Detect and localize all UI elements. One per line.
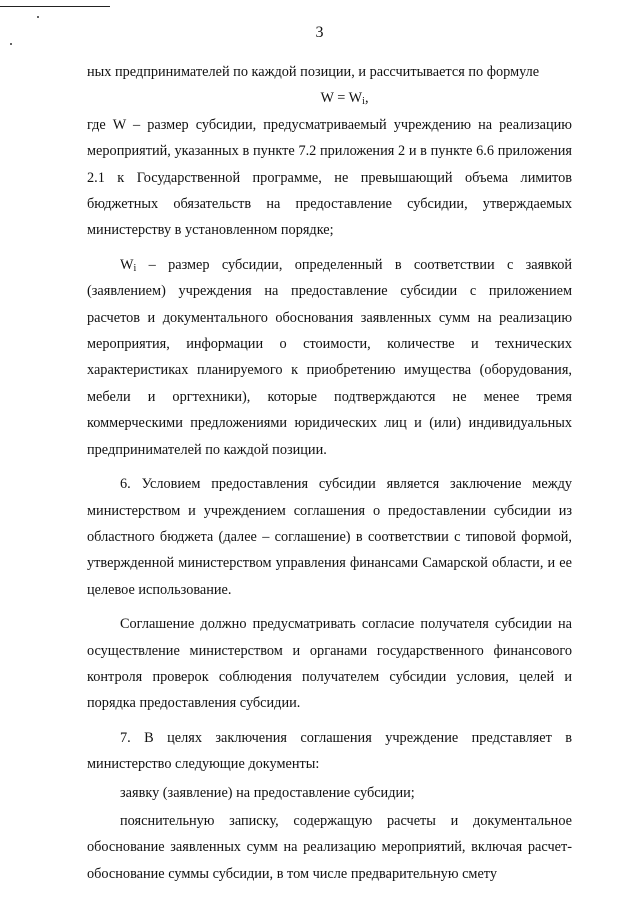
paragraph-application: заявку (заявление) на предоставление субсидии; <box>120 784 415 801</box>
page-number: 3 <box>315 24 324 41</box>
wi-variable: W <box>120 256 134 273</box>
paragraph-clause-6: 6. Условием предоставления субсидии является заключение между министерством и учреждением соглашения о предоставлении субсидии из областного бюджета (далее – соглашение) в соответствии с типовой формой, утвержденной министерством управления финансами Самарской области, и ее целевое использование. <box>87 476 572 598</box>
paragraph-explanatory-note: пояснительную записку, содержащую расчеты и документальное обоснование заявленных сумм на реализацию мероприятий, включая расчет-обоснование суммы субсидии, в том числе предварительную смету <box>87 812 572 882</box>
formula-tail: , <box>364 90 369 107</box>
document-body <box>87 59 572 887</box>
paragraph-agreement: Соглашение должно предусматривать согласие получателя субсидии на осуществление министерством и органами государственного финансового контроля проверок соблюдения получателем субсидии условия, целей и порядка предоставления субсидии. <box>87 616 572 712</box>
scan-speck <box>10 43 12 45</box>
scan-edge-line <box>0 6 110 7</box>
formula <box>87 85 572 111</box>
formula-lhs: W = W <box>320 90 363 107</box>
formula-subscript: i <box>362 96 365 108</box>
wi-text: – размер субсидии, определенный в соответствии с заявкой (заявлением) учреждения на предоставление субсидии с приложением расчетов и документального обоснования заявленных сумм на реализацию мероприятия, информации о стоимости, количестве и технических характеристиках планируемого к приобретению имущества (оборудования, мебели и оргтехники), которые подтверждаются не менее тремя коммерческими предложениями юридических лиц и (или) индивидуальных предпринимателей по каждой позиции. <box>87 256 572 458</box>
paragraph-wi-definition <box>87 252 572 463</box>
wi-subscript: i <box>133 262 137 274</box>
paragraph-clause-7: 7. В целях заключения соглашения учреждение представляет в министерство следующие документы: <box>87 729 572 773</box>
scan-speck <box>37 16 39 18</box>
paragraph-w-definition: где W – размер субсидии, предусматриваемый учреждению на реализацию мероприятий, указанных в пункте 7.2 приложения 2 и в пункте 6.6 приложения 2.1 к Государственной программе, не превышающий объема лимитов бюджетных обязательств на предоставление субсидии, утверждаемых министерству в установленном порядке; <box>87 116 572 239</box>
paragraph-continuation: ных предпринимателей по каждой позиции, и рассчитывается по формуле <box>87 64 540 80</box>
